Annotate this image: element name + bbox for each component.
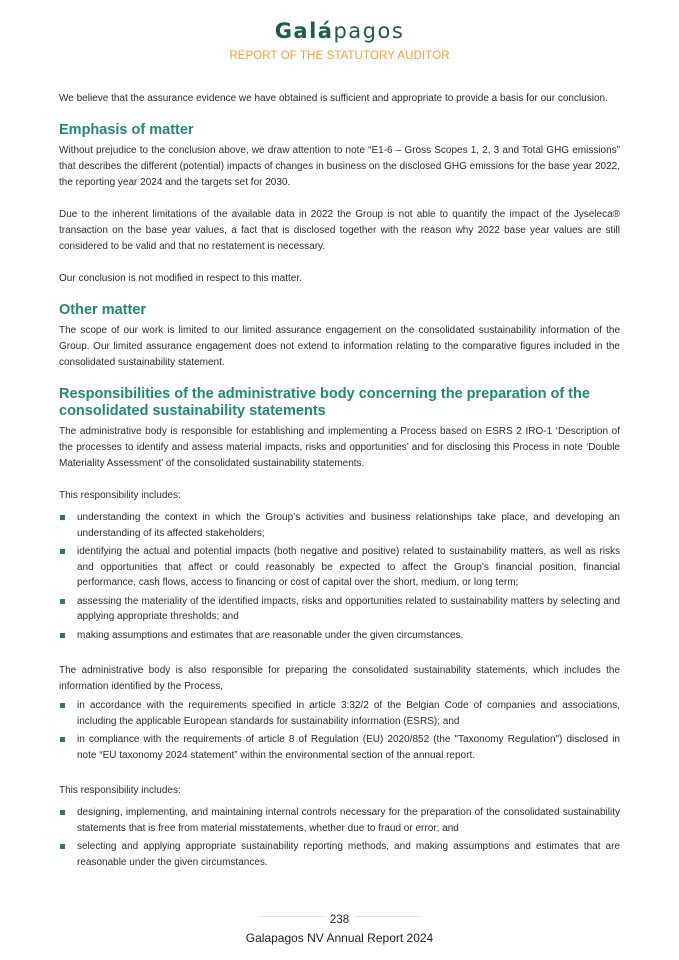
page-number: 238: [324, 914, 355, 926]
logo-text-bold: Galá: [274, 19, 334, 43]
list-item-text: making assumptions and estimates that are reasonable under the given circumstances.: [77, 629, 464, 641]
list-item-text: selecting and applying appropriate sustainability reporting methods, and making assumptions and estimates that are reasonable under the given circumstances.: [77, 841, 620, 868]
preparation-list: [59, 698, 620, 763]
square-bullet-icon: [60, 633, 65, 638]
report-subtitle: REPORT OF THE STATUTORY AUDITOR: [229, 50, 450, 62]
responsibilities-paragraph: The administrative body is also responsible for preparing the consolidated sustainability statements, which includes the information identified by the Process,: [59, 665, 620, 692]
list-item: [59, 510, 620, 541]
emphasis-paragraph: Due to the inherent limitations of the available data in 2022 the Group is not able to quantify the impact of the Jyseleca® transaction on the base year values, a fact that is disclosed together with the reason why 2022 base year values are still considered to be valid and that no restatement is necessary.: [59, 209, 620, 252]
list-item: [59, 805, 620, 836]
list-item-text: in compliance with the requirements of article 8 of Regulation (EU) 2020/852 (the "Taxonomy Regulation") disclosed in note “EU taxonomy 2024 statement” within the environmental section of the annual report.: [77, 734, 620, 761]
list-item-text: identifying the actual and potential impacts (both negative and positive) related to sustainability matters, as well as risks and opportunities that affect or could reasonably be expected to affect the Group’s financial position, financial performance, cash flows, access to financing or cost of capital over the short, medium, or long term;: [77, 546, 620, 588]
page-header: [0, 18, 679, 62]
list-item: [59, 544, 620, 591]
square-bullet-icon: [60, 844, 65, 849]
page-footer: [0, 909, 679, 945]
responsibilities-paragraph: The administrative body is responsible for establishing and implementing a Process based on ESRS 2 IRO-1 ‘Description of the processes to identify and assess material impacts, risks and opportunities’ and for disclosing this Process in note ‘Double Materiality Assessment’ of the consolidated sustainability statements.: [59, 426, 620, 469]
responsibility-intro: This responsibility includes:: [59, 785, 181, 796]
square-bullet-icon: [60, 549, 65, 554]
logo-text-light: pagos: [333, 19, 405, 43]
other-matter-heading: Other matter: [59, 302, 147, 318]
list-item: [59, 732, 620, 763]
list-item: [59, 628, 620, 644]
square-bullet-icon: [60, 599, 65, 604]
emphasis-heading: Emphasis of matter: [59, 122, 194, 138]
list-item-text: understanding the context in which the Group’s activities and business relationships take place, and developing an understanding of its affected stakeholders;: [77, 512, 620, 539]
main-content: [59, 91, 620, 873]
square-bullet-icon: [60, 810, 65, 815]
emphasis-paragraph: Without prejudice to the conclusion above, we draw attention to note “E1-6 – Gross Scopes 1, 2, 3 and Total GHG emissions” that describes the different (potential) impacts of changes in business on the disclosed GHG emissions for the base year 2022, the reporting year 2024 and the targets set for 2030.: [59, 145, 620, 188]
list-item-text: designing, implementing, and maintaining internal controls necessary for the preparation of the consolidated sustainability statements that is free from material misstatements, whether due to fraud or error; and: [77, 807, 620, 834]
list-item: [59, 698, 620, 729]
responsibilities-heading: Responsibilities of the administrative body concerning the preparation of the consolidated sustainability statements: [59, 386, 590, 419]
intro-paragraph: We believe that the assurance evidence we have obtained is sufficient and appropriate to provide a basis for our conclusion.: [59, 93, 608, 104]
square-bullet-icon: [60, 737, 65, 742]
report-title: Galapagos NV Annual Report 2024: [245, 931, 434, 945]
emphasis-paragraph: Our conclusion is not modified in respect to this matter.: [59, 273, 302, 284]
square-bullet-icon: [60, 515, 65, 520]
responsibility-list: [59, 510, 620, 643]
other-matter-paragraph: The scope of our work is limited to our limited assurance engagement on the consolidated sustainability information of the Group. Our limited assurance engagement does not extend to information relating to the comparative figures included in the consolidated sustainability statement.: [59, 325, 620, 368]
square-bullet-icon: [60, 703, 65, 708]
responsibility-intro: This responsibility includes:: [59, 490, 181, 501]
company-logo: [0, 18, 679, 45]
list-item-text: in accordance with the requirements specified in article 3:32/2 of the Belgian Code of companies and associations, including the applicable European standards for sustainability information (ESRS); and: [77, 700, 620, 727]
list-item: [59, 594, 620, 625]
list-item: [59, 839, 620, 870]
controls-list: [59, 805, 620, 870]
list-item-text: assessing the materiality of the identified impacts, risks and opportunities related to sustainability matters by selecting and applying appropriate thresholds; and: [77, 595, 620, 622]
